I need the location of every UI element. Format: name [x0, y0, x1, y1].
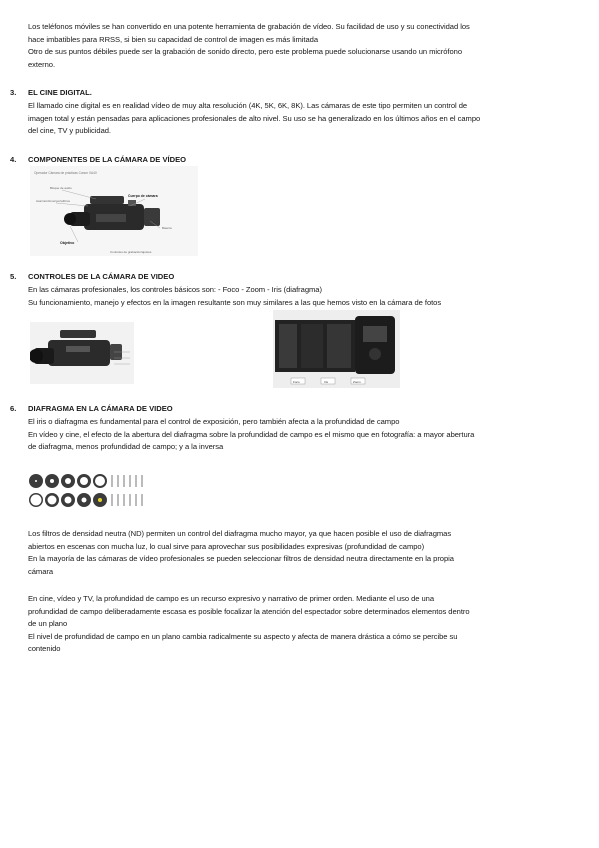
section-heading-6	[10, 403, 173, 415]
depth-of-field-paragraph	[28, 593, 576, 656]
section-title: CONTROLES DE LA CÁMARA DE VIDEO	[28, 272, 175, 281]
section-heading-4	[10, 154, 186, 166]
text-line: cámara	[28, 566, 54, 576]
section-number: 6.	[10, 404, 17, 413]
text-line: Otro de sus puntos débiles puede ser la grabación de sonido directo, pero este problema puede solucionarse usando un micrófono	[28, 47, 462, 57]
nd-filters-paragraph	[28, 528, 576, 578]
lens-controls-image	[273, 310, 400, 388]
text-line: contenido	[28, 644, 61, 654]
section-number: 5.	[10, 272, 17, 281]
lens-label-2: Iris	[324, 380, 328, 384]
text-line: abiertos en escenas con mucha luz, lo cual sirve para aprovechar sus posibilidades expresivas (profundidad de campo)	[28, 541, 425, 551]
section-heading-5	[10, 271, 174, 283]
text-line: El iris o diafragma es fundamental para el control de exposición, pero también afecta a la profundidad de campo	[28, 417, 400, 426]
diagram-label-zapata: Bloque de audio	[50, 186, 72, 190]
diagram-label-top: Operador Cámara de prácticas Canon XA40	[34, 171, 97, 175]
text-line: externo.	[28, 59, 56, 69]
intro-paragraph	[28, 21, 576, 71]
section-3-paragraph	[28, 100, 576, 138]
diagram-label-bottom: Controles de grabación/ajustes	[110, 250, 152, 254]
aperture-illustration	[28, 471, 146, 511]
text-line: de un plano	[28, 619, 68, 629]
lens-label-1: Foco	[293, 380, 300, 384]
camera-diagram-svg	[30, 166, 198, 256]
diagram-label-handle: Asa/micrófono/portafiltros	[36, 199, 71, 203]
section-title: EL CINE DIGITAL.	[28, 88, 92, 97]
text-line: hace imbatibles para RRSS, si bien su capacidad de control de imagen es más limitada	[28, 34, 319, 44]
text-line: El llamado cine digital es en realidad vídeo de muy alta resolución (4K, 5K, 6K, 8K). Las cámaras de este tipo permiten un control de	[28, 101, 468, 110]
camera-components-diagram	[30, 166, 198, 256]
camcorder-svg	[30, 322, 134, 384]
aperture-svg	[28, 471, 146, 511]
text-line: Los filtros de densidad neutra (ND) permiten un control del diafragma mucho mayor, ya que hacen posible el uso de diafragmas	[28, 529, 452, 538]
text-line: Su funcionamiento, manejo y efectos en la imagen resultante son muy similares a las que hemos visto en la cámara de fotos	[28, 297, 442, 307]
section-number: 3.	[10, 88, 17, 97]
camcorder-image	[30, 322, 134, 384]
text-line: En cine, vídeo y TV, la profundidad de campo es un recurso expresivo y narrativo de primer orden. Mediante el uso de una	[28, 594, 434, 603]
diagram-label-bateria: Batería	[162, 226, 172, 230]
diagram-label-cuerpo: Cuerpo de cámara	[128, 194, 158, 198]
section-heading-3	[10, 87, 92, 99]
text-line: El nivel de profundidad de campo en un plano cambia radicalmente su aspecto y afecta de manera drástica a cómo se percibe su	[28, 631, 458, 641]
text-line: de diafragma, menos profundidad de campo; y a la inversa	[28, 442, 224, 452]
lens-controls-svg	[273, 310, 400, 388]
text-line: del cine, TV y publicidad.	[28, 126, 111, 136]
section-6-paragraph	[28, 416, 576, 454]
section-title: COMPONENTES DE LA CÁMARA DE VÍDEO	[28, 155, 187, 164]
section-number: 4.	[10, 155, 17, 164]
text-line: En vídeo y cine, el efecto de la abertura del diafragma sobre la profundidad de campo es el mismo que en fotografía: a mayor abertura	[28, 429, 475, 439]
text-line: profundidad de campo deliberadamente escasa es posible focalizar la atención del espectador sobre determinados elementos dentro	[28, 606, 470, 616]
text-line: Los teléfonos móviles se han convertido en una potente herramienta de grabación de vídeo. Su facilidad de uso y su conectividad los	[28, 22, 470, 31]
section-5-paragraph	[28, 284, 576, 309]
section-title: DIAFRAGMA EN LA CÁMARA DE VIDEO	[28, 404, 173, 413]
lens-label-3: Zoom	[353, 380, 361, 384]
text-line: imagen total y están pensadas para aplicaciones profesionales de alto nivel. Su uso se ha generalizado en los últimos años en el campo	[28, 113, 481, 123]
diagram-label-objetivo: Objetivo	[60, 241, 75, 245]
text-line: En la mayoría de las cámaras de vídeo profesionales se pueden seleccionar filtros de densidad neutra directamente en la propia	[28, 554, 454, 564]
text-line: En las cámaras profesionales, los controles básicos son: - Foco - Zoom - Iris (diafragma)	[28, 285, 322, 294]
